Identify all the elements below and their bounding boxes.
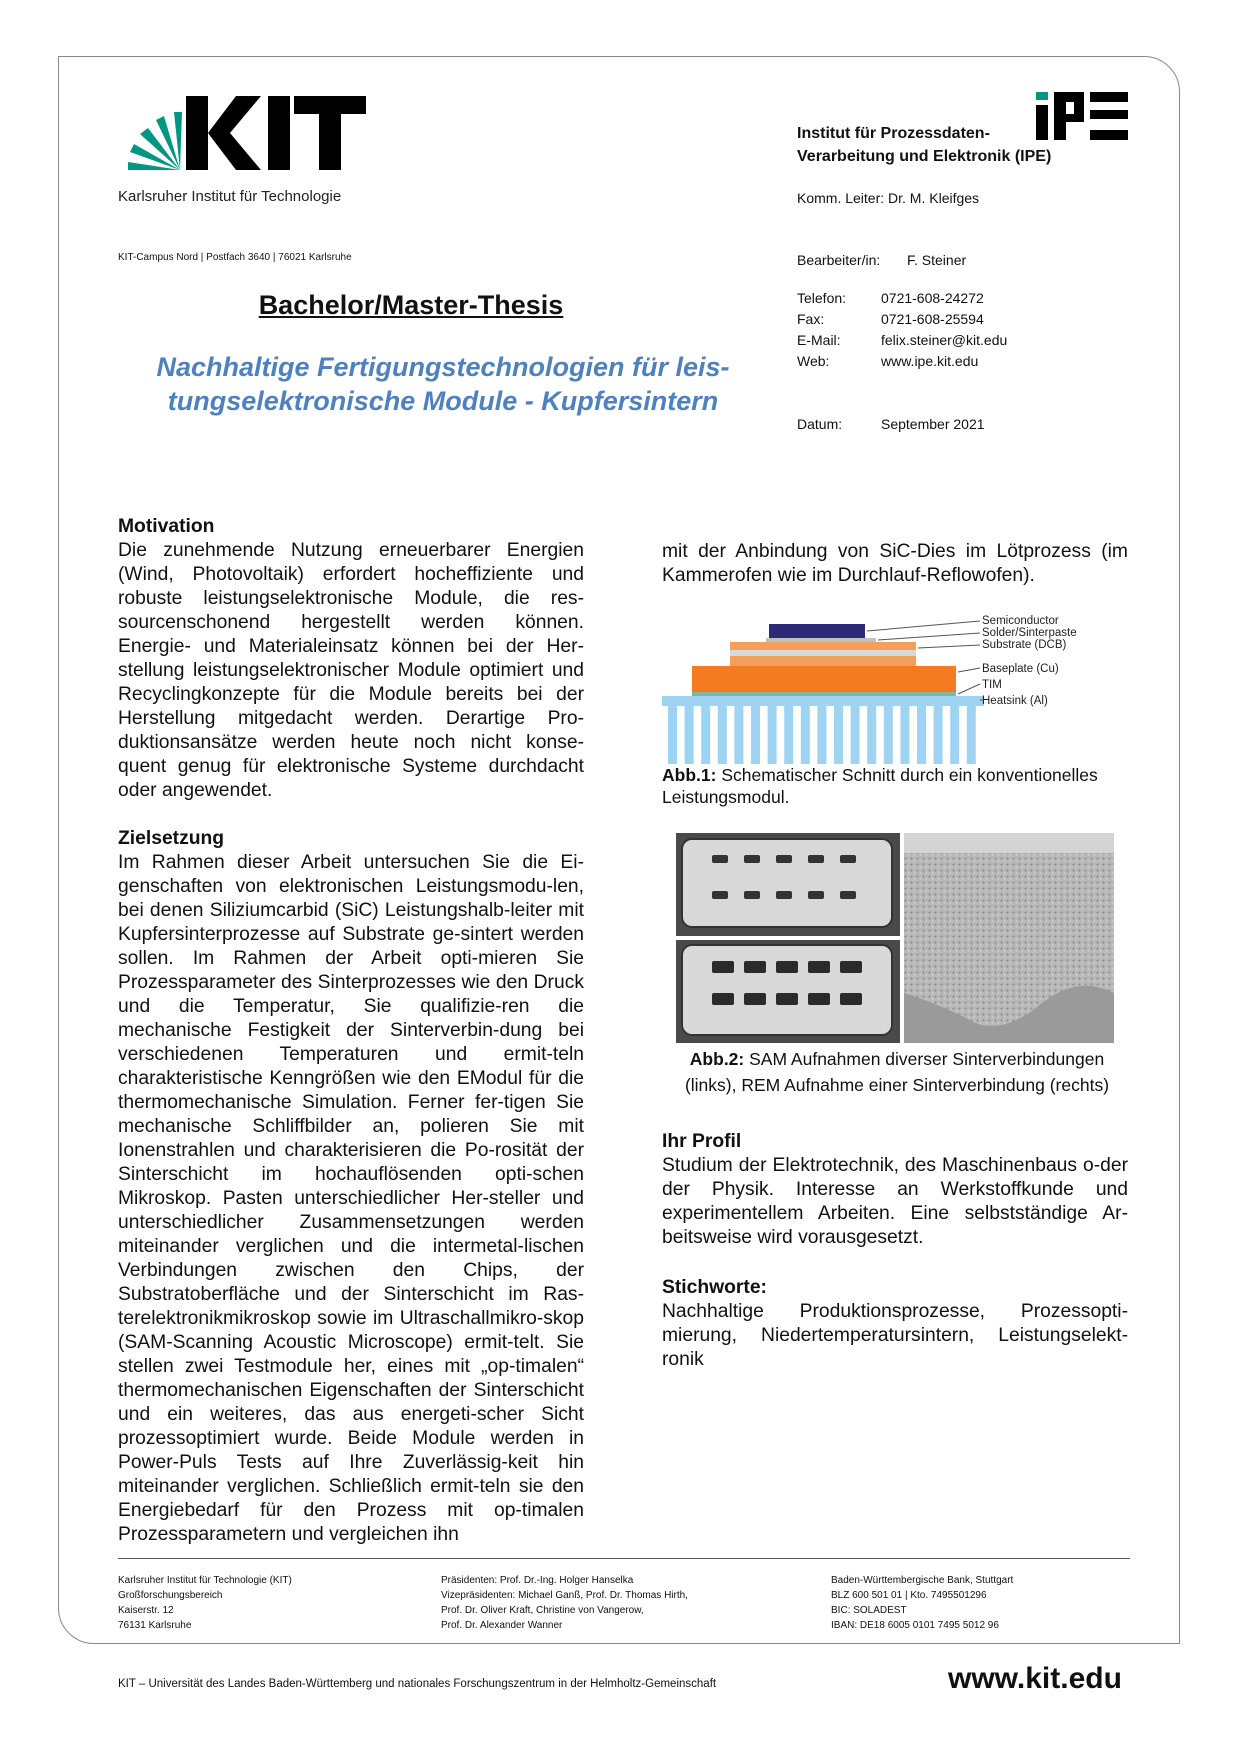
chip-pad [840, 855, 856, 863]
profil-text: Studium der Elektrotechnik, des Maschinenbaus o-der der Physik. Interesse an Werkstoffkunde und experimentellem Arbeiten. Eine selbstständige Ar-beitsweise wird vorausgesetzt. [662, 1155, 1128, 1248]
heatsink-fin [685, 706, 694, 764]
chip-pad [808, 855, 824, 863]
figure1-caption: Abb.1: Schematischer Schnitt durch ein konventionelles Leistungsmodul. [662, 765, 1098, 807]
chip-pad [808, 891, 824, 899]
telefon-row: Telefon: 0721-608-24272 [797, 290, 984, 306]
chip-pad [776, 993, 798, 1005]
footer-col-bank: Baden-Württembergische Bank, Stuttgart BLZ 600 501 01 | Kto. 7495501296 BIC: SOLADEST IBAN: DE18 6005 0101 7495 5012 96 [831, 1575, 1014, 1631]
heatsink [662, 696, 984, 706]
stichworte-section [662, 1276, 1128, 1372]
kit-subtitle: Karlsruher Institut für Technologie [118, 188, 342, 205]
heatsink-fin [867, 706, 876, 764]
chip-pad [776, 961, 798, 973]
profil-heading: Ihr Profil [662, 1131, 742, 1152]
chip-pad [776, 855, 792, 863]
address-line: KIT-Campus Nord | Postfach 3640 | 76021 Karlsruhe [118, 252, 352, 263]
label-solder: Solder/Sinterpaste [982, 627, 1077, 639]
kit-website-link[interactable]: www.kit.edu [948, 1662, 1122, 1695]
chip-pad [744, 961, 766, 973]
footer-col-kit: Karlsruher Institut für Technologie (KIT) Großforschungsbereich Kaiserstr. 12 76131 Karlsruhe [118, 1575, 292, 1631]
chip-pad [776, 891, 792, 899]
heatsink-fin [884, 706, 893, 764]
heatsink-fin [701, 706, 710, 764]
chip-pad [744, 855, 760, 863]
web-row: Web: www.ipe.kit.edu [797, 351, 1007, 372]
email-link[interactable]: felix.steiner@kit.edu [881, 332, 1008, 348]
chip-pad [712, 855, 728, 863]
baseplate [692, 666, 956, 692]
bearbeiter-row: Bearbeiter/in: F. Steiner [797, 252, 967, 268]
chip-pad [840, 891, 856, 899]
chip-pad [840, 961, 862, 973]
substrate-upper [730, 642, 916, 650]
semiconductor [769, 624, 865, 638]
profil-section [662, 1130, 1128, 1250]
email-row: E-Mail: felix.steiner@kit.edu [797, 330, 1007, 351]
footer-col-presidents: Präsidenten: Prof. Dr.-Ing. Holger Hanselka Vizepräsidenten: Michael Ganß, Prof. Dr. Thomas Hirth, Prof. Dr. Oliver Kraft, Christine von Vangerow, Prof. Dr. Alexander Wanner [441, 1575, 688, 1631]
heatsink-fin [751, 706, 760, 764]
chip-pad [744, 993, 766, 1005]
left-column [118, 515, 584, 1547]
datum-row: Datum: September 2021 [797, 416, 985, 432]
module-cross-section-diagram [662, 612, 1130, 764]
chip-pad [808, 961, 830, 973]
substrate-ceramic [730, 650, 916, 656]
label-tim: TIM [982, 679, 1002, 691]
web-link[interactable]: www.ipe.kit.edu [881, 353, 979, 369]
label-semiconductor: Semiconductor [982, 615, 1059, 627]
contact-block [797, 250, 1007, 435]
heatsink-fin [734, 706, 743, 764]
chip-pad [808, 993, 830, 1005]
leiter: Komm. Leiter: Dr. M. Kleifges [797, 190, 980, 206]
zielsetzung-heading: Zielsetzung [118, 828, 225, 849]
stichworte-text: Nachhaltige Produktionsprozesse, Prozessopti-mierung, Niedertemperatursintern, Leistungselekt-ronik [662, 1301, 1128, 1370]
heatsink-fin [950, 706, 959, 764]
heatsink-fin [934, 706, 943, 764]
label-heatsink: Heatsink (Al) [982, 695, 1048, 707]
substrate-lower [730, 656, 916, 666]
page-title: Bachelor/Master-Thesis [258, 290, 564, 320]
institute-name: Institut für Prozessdaten- Verarbeitung und Elektronik (IPE) [797, 125, 1052, 165]
chip-pad [712, 961, 734, 973]
chip-pad [712, 993, 734, 1005]
heatsink-fin [784, 706, 793, 764]
heatsink-fin [917, 706, 926, 764]
heatsink-fin [834, 706, 843, 764]
motivation-heading: Motivation [118, 516, 215, 537]
heatsink-fin [817, 706, 826, 764]
heatsink-fin [900, 706, 909, 764]
heatsink-fin [967, 706, 976, 764]
chip-pad [712, 891, 728, 899]
zielsetzung-text: Im Rahmen dieser Arbeit untersuchen Sie die Ei-genschaften von elektronischen Leistungsmodu-len, bei denen Siliziumcarbid (SiC) Leistungshalb-leiter mit Kupfersinterprozesse auf Substrate ge-sintert werden sollen. Im Rahmen der Arbeit opti-mieren Sie Prozessparameter des Sinterprozesses wie den Druck und die Temperatur, Sie qualifizie-ren die mechanische Festigkeit der Sinterverbin-dung bei verschiedenen Temperaturen und ermit-teln charakteristische Kenngrößen wie den EModul für die thermomechanische Simulation. Ferner fer-tigen Sie mechanische Schliffbilder an, polieren Sie mit Ionenstrahlen und charakterisieren die Po-rosität der Sinterschicht im hochauflösenden opti-schen Mikroskop. Pasten unterschiedlicher Her-steller und unterschiedlicher Zusammensetzungen werden miteinander verglichen und die intermetal-lischen Verbindungen zwischen den Chips, der Substratoberfläche und der Sinterschicht im Ras-terelektronikmikroskop sowie im Ultraschallmikro-skop (SAM-Scanning Acoustic Microscope) ermit-telt. Sie stellen zwei Testmodule her, eines mit „op-timalen“ thermomechanischen Eigenschaften der Sinterschicht und ein weiteres, das aus energeti-scher Sicht prozessoptimiert wurde. Beide Module werden in Power-Puls Tests auf Ihre Zuverlässig-keit hin miteinander verglichen. Schließlich ermit-teln sie den Energiebedarf für den Prozess mit op-timalen Prozessparametern und vergleichen ihn [118, 852, 584, 1545]
heatsink-fin [801, 706, 810, 764]
figure2-caption: Abb.2: SAM Aufnahmen diverser Sinterverbindungen (links), REM Aufnahme einer Sinterverbindung (rechts) [684, 1049, 1110, 1095]
zielsetzung-continuation: mit der Anbindung von SiC-Dies im Lötprozess (im Kammerofen wie im Durchlauf-Reflowofen). [662, 541, 1128, 586]
thesis-subtitle: Nachhaltige Fertigungstechnologien für leis- tungselektronische Module - Kupfersintern [156, 352, 730, 416]
chip-pad [744, 891, 760, 899]
heatsink-fin [851, 706, 860, 764]
heatsink-fin [768, 706, 777, 764]
fax-row: Fax: 0721-608-25594 [797, 311, 984, 327]
footer-university-line: KIT – Universität des Landes Baden-Württemberg und nationales Forschungszentrum in der Helmholtz-Gemeinschaft [118, 1678, 717, 1690]
chip-pad [840, 993, 862, 1005]
tim-layer [692, 692, 956, 696]
label-baseplate: Baseplate (Cu) [982, 663, 1059, 675]
sam-rem-images [676, 833, 1114, 1043]
heatsink-fin [718, 706, 727, 764]
stichworte-heading: Stichworte: [662, 1277, 767, 1298]
heatsink-fin [668, 706, 677, 764]
footer-divider [118, 1558, 1130, 1559]
label-substrate: Substrate (DCB) [982, 639, 1067, 651]
solder-layer [766, 638, 876, 642]
motivation-text: Die zunehmende Nutzung erneuerbarer Energien (Wind, Photovoltaik) erfordert hocheffiziente und robuste leistungselektronische Module, die res-sourcenschonend hergestellt werden können. Energie- und Materialeinsatz können bei der Her-stellung leistungselektronischer Module optimiert und Recyclingkonzepte für die Module bereits bei der Herstellung mitgedacht werden. Derartige Pro-duktionsansätze werden heute noch nicht konse-quent genug für elektronische Systeme durchdacht oder angewendet. [118, 540, 584, 801]
